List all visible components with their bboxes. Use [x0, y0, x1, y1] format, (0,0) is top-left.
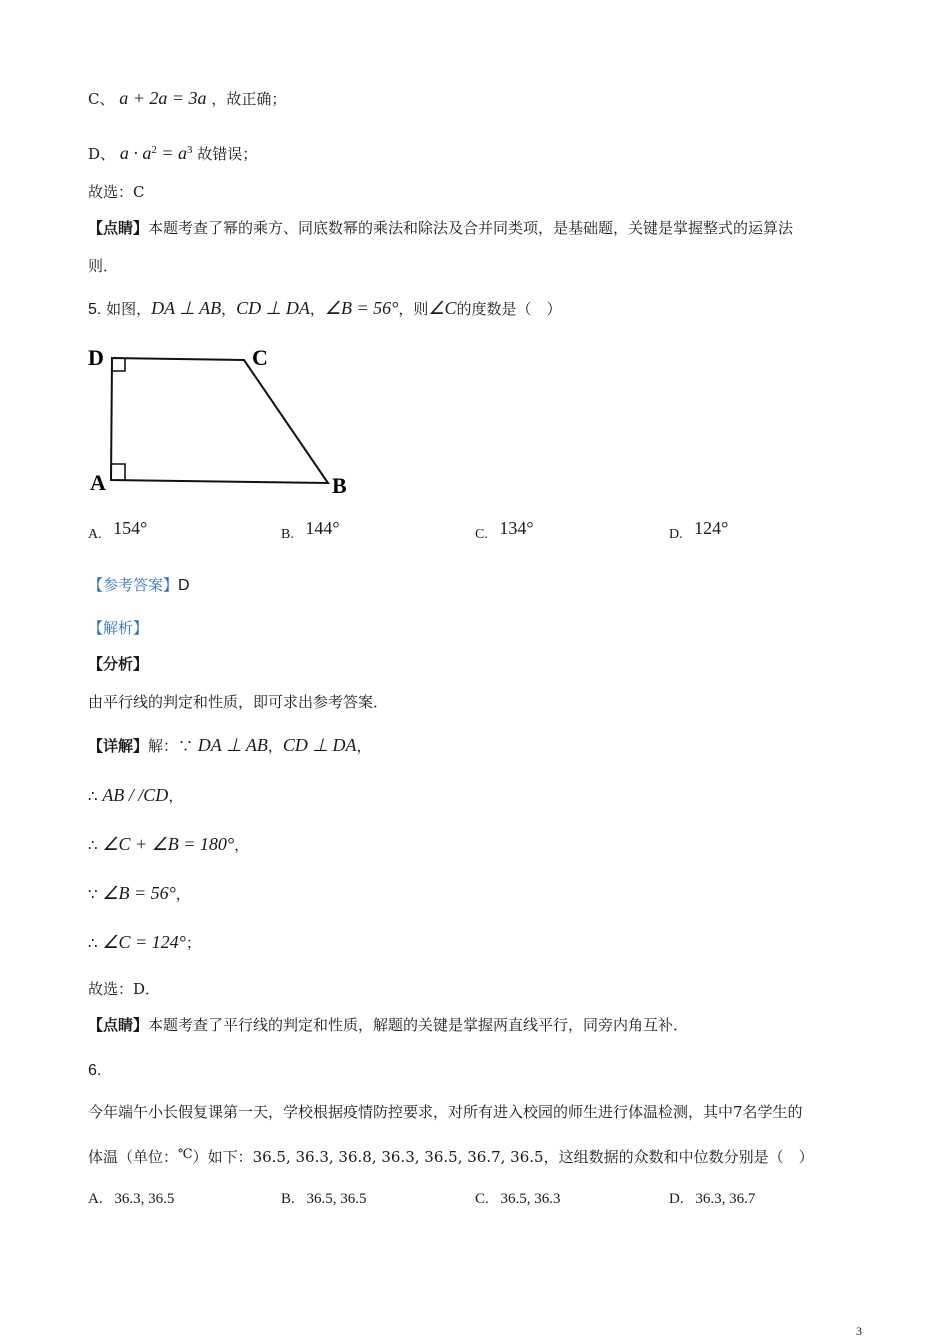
prev-comment-tag: 【点睛】 — [88, 219, 149, 237]
q5-expr1: DA ⊥ AB — [151, 298, 222, 318]
q5-answer: 故选：D． — [88, 980, 161, 998]
q5-label-b: B — [332, 473, 347, 498]
q5-label-a: A — [90, 470, 106, 495]
q5-option-d[interactable] — [669, 518, 729, 543]
q5-step3 — [88, 883, 191, 904]
q5-option-a-value: 154° — [113, 518, 148, 538]
q5-detail-end: ， — [356, 737, 372, 755]
q6-option-a-label: A. — [88, 1191, 103, 1207]
q5-sep3: ，则 — [398, 300, 429, 318]
prev-option-c-expr: a + 2a = 3a — [119, 88, 207, 108]
q5-step4-end: ； — [185, 934, 201, 952]
prev-option-c — [88, 88, 286, 109]
q5-option-b-value: 144° — [305, 518, 340, 538]
q5-label-d: D — [88, 345, 104, 370]
prev-comment-line2: 则． — [88, 257, 119, 275]
prev-option-d — [88, 140, 257, 164]
q5-step3-symbol: ∵ — [88, 885, 103, 903]
prev-option-d-eq: = a — [156, 143, 187, 163]
q6-option-a[interactable] — [88, 1191, 174, 1208]
q5-step3-expr: ∠B = 56° — [102, 883, 176, 903]
q5-number: 5. — [88, 301, 102, 318]
q5-expr3: ∠B = 56° — [324, 298, 399, 318]
q5-option-b[interactable] — [281, 518, 340, 543]
q5-detail-a: 解：∵ — [148, 737, 198, 755]
q5-figure — [80, 340, 370, 500]
q6-option-c-label: C. — [475, 1191, 489, 1207]
prev-option-d-label: D、 — [88, 145, 116, 163]
q5-step2-end: ， — [234, 836, 250, 854]
q6-option-d[interactable] — [669, 1191, 755, 1208]
q5-step4-symbol: ∴ — [88, 934, 103, 952]
prev-option-d-expr-a: a · a — [119, 143, 152, 163]
q6-option-c[interactable] — [475, 1191, 561, 1208]
q5-option-d-value: 124° — [694, 518, 729, 538]
q5-comment-text: 本题考查了平行线的判定和性质，解题的关键是掌握两直线平行，同旁内角互补． — [148, 1016, 689, 1034]
q5-detail-tag: 【详解】 — [88, 737, 149, 755]
q5-option-c-value: 134° — [499, 518, 534, 538]
q5-reference-value: D — [178, 577, 190, 594]
q6-option-b-value: 36.5, 36.5 — [306, 1191, 367, 1207]
q5-stem-b: 的度数是（ ） — [456, 300, 562, 318]
q5-expr2: CD ⊥ DA — [236, 298, 310, 318]
prev-option-c-label: C、 — [88, 90, 115, 108]
q5-detail-sep: ， — [267, 737, 283, 755]
q5-detail — [88, 735, 372, 756]
page-number: 3 — [856, 1324, 862, 1338]
q5-fenxi-text: 由平行线的判定和性质，即可求出参考答案． — [88, 693, 389, 711]
q5-step4-expr: ∠C = 124° — [102, 932, 186, 952]
q5-step1-symbol: ∴ — [88, 787, 103, 805]
q5-option-c[interactable] — [475, 518, 534, 543]
q6-stem-line2 — [88, 1147, 814, 1169]
q5-right-angle-d — [112, 358, 125, 371]
q5-option-b-label: B. — [281, 527, 294, 542]
q5-stem-a: 如图， — [101, 300, 152, 318]
prev-answer: 故选：C — [88, 183, 145, 201]
q5-expr4: ∠C — [428, 298, 457, 318]
q5-step1-expr: AB / /CD — [102, 785, 169, 805]
q5-step1-end: ， — [168, 787, 184, 805]
q5-step2 — [88, 834, 249, 855]
q6-option-d-value: 36.3, 36.7 — [695, 1191, 756, 1207]
q5-reference-answer — [88, 575, 190, 596]
q5-step2-symbol: ∴ — [88, 836, 103, 854]
q6-option-d-label: D. — [669, 1191, 684, 1207]
q5-comment-tag: 【点睛】 — [88, 1016, 149, 1034]
q6-stem-line1: 今年端午小长假复课第一天，学校根据疫情防控要求，对所有进入校园的师生进行体温检测，其中7名学生的 — [88, 1103, 803, 1121]
q5-quadrilateral — [111, 358, 328, 483]
q5-detail-expr1: DA ⊥ AB — [197, 735, 268, 755]
prev-option-d-tail: 故错误； — [197, 145, 258, 163]
q6-number: 6. — [88, 1062, 102, 1079]
q5-analysis-tag: 【解析】 — [88, 619, 149, 637]
q5-option-a[interactable] — [88, 518, 148, 543]
q5-comment — [88, 1015, 688, 1035]
q5-detail-expr2: CD ⊥ DA — [282, 735, 357, 755]
prev-comment-text1: 本题考查了幂的乘方、同底数幂的乘法和除法及合并同类项，是基础题，关键是掌握整式的运算法 — [148, 219, 794, 237]
prev-option-c-tail: ，故正确； — [211, 90, 287, 108]
q6-option-b-label: B. — [281, 1191, 295, 1207]
q5-sep2: ， — [309, 300, 325, 318]
q5-step1 — [88, 785, 183, 806]
q6-unit: ℃ — [178, 1147, 193, 1162]
q6-stem-line2-b: ）如下：36.5, 36.3, 36.8, 36.3, 36.5, 36.7, 36.5，这组数据的众数和中位数分别是（ ） — [192, 1148, 814, 1166]
q5-sep1: ， — [221, 300, 237, 318]
q5-step2-expr: ∠C + ∠B = 180° — [102, 834, 235, 854]
q6-option-c-value: 36.5, 36.3 — [500, 1191, 561, 1207]
prev-option-d-sup1: 2 — [151, 144, 157, 156]
q5-reference-tag: 【参考答案】 — [88, 576, 179, 594]
q5-option-a-label: A. — [88, 527, 102, 542]
q5-step4 — [88, 932, 201, 953]
q5-fenxi-tag: 【分析】 — [88, 655, 149, 673]
q5-right-angle-a — [111, 464, 125, 480]
q6-option-b[interactable] — [281, 1191, 367, 1208]
q5-stem — [88, 298, 562, 320]
q5-option-c-label: C. — [475, 527, 488, 542]
prev-option-d-sup2: 3 — [186, 144, 193, 156]
prev-comment-line1 — [88, 218, 793, 238]
q5-option-d-label: D. — [669, 527, 683, 542]
q6-stem-line2-a: 体温（单位： — [88, 1148, 179, 1166]
q5-label-c: C — [252, 345, 268, 370]
q5-step3-end: ， — [175, 885, 191, 903]
q6-option-a-value: 36.3, 36.5 — [114, 1191, 175, 1207]
